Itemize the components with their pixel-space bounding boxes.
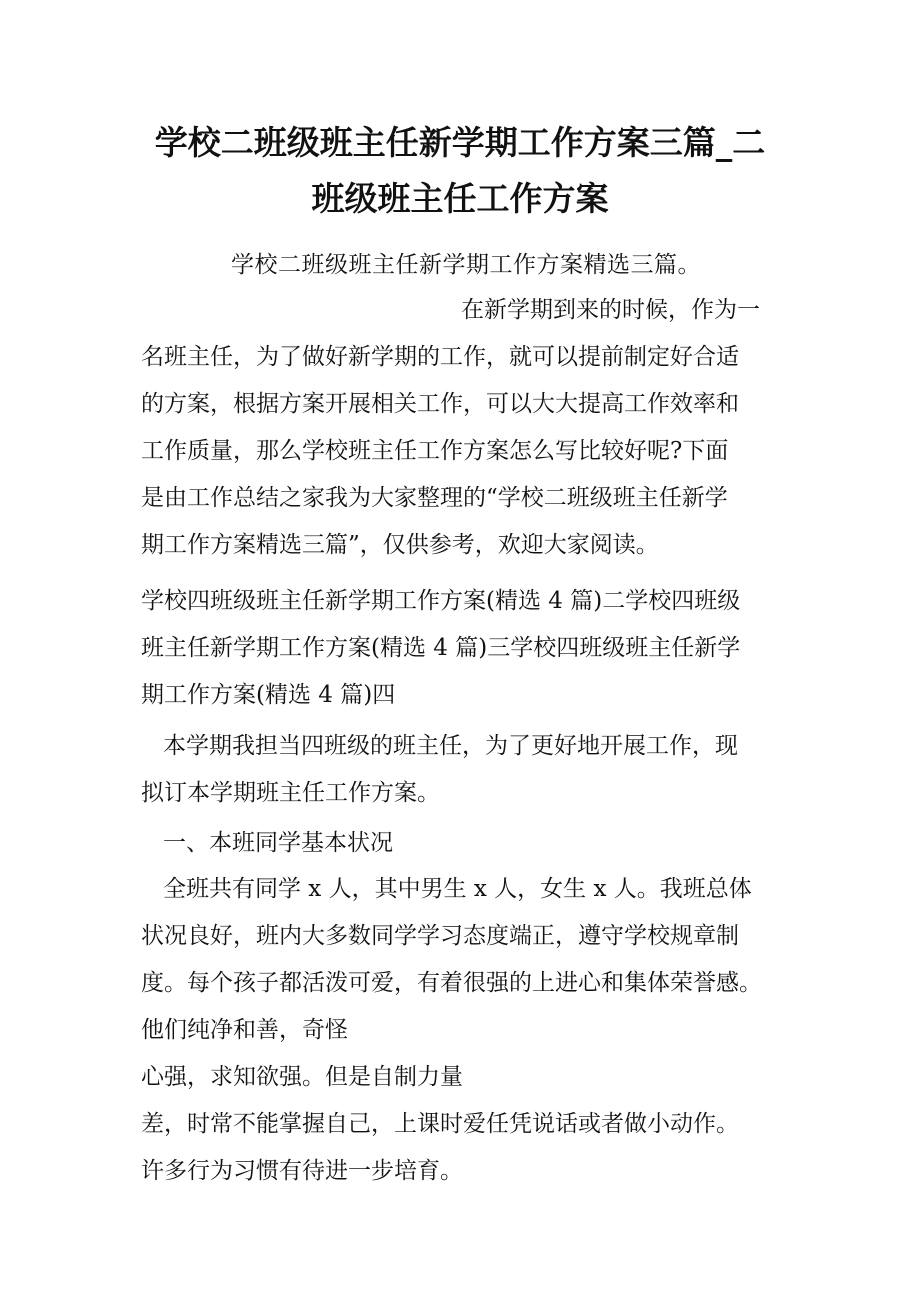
body-line: 度。每个孩子都活泼可爱，有着很强的上进心和集体荣誉感。 xyxy=(141,970,762,996)
intro-line: 是由工作总结之家我为大家整理的“学校二班级班主任新学 xyxy=(141,485,728,511)
related-articles xyxy=(141,578,791,719)
title-line-1: 学校二班级班主任新学期工作方案三篇_二 xyxy=(154,123,766,162)
body-line: 全班共有同学 x 人，其中男生 x 人，女生 x 人。我班总体 xyxy=(163,876,752,902)
body-line: 本学期我担当四班级的班主任，为了更好地开展工作，现 xyxy=(163,733,738,759)
related-line: 班主任新学期工作方案(精选 4 篇)三学校四班级班主任新学 xyxy=(141,635,741,661)
body-line: 许多行为习惯有待进一步培育。 xyxy=(141,1158,463,1184)
body-paragraph-1 xyxy=(141,723,791,817)
body-line: 差，时常不能掌握自己，上课时爱任凭说话或者做小动作。 xyxy=(141,1111,739,1137)
body-line-part-a: 他们纯净和善，奇怪 xyxy=(141,1017,348,1043)
intro-paragraph xyxy=(141,287,791,569)
body-line-part-b: 心强，求知欲强。但是自制力量 xyxy=(141,1064,463,1090)
intro-line: 的方案，根据方案开展相关工作，可以大大提高工作效率和 xyxy=(141,391,739,417)
body-line: 拟订本学期班主任工作方案。 xyxy=(141,780,440,806)
subtitle: 学校二班级班主任新学期工作方案精选三篇。 xyxy=(231,252,701,278)
body-line-split xyxy=(141,1007,791,1101)
intro-line: 期工作方案精选三篇”，仅供参考，欢迎大家阅读。 xyxy=(141,532,659,558)
section-heading xyxy=(141,820,791,867)
related-line: 学校四班级班主任新学期工作方案(精选 4 篇)二学校四班级 xyxy=(141,588,741,614)
body-paragraph-2 xyxy=(141,866,791,1195)
document-title xyxy=(110,115,810,227)
heading-text: 一、本班同学基本状况 xyxy=(163,830,393,856)
body-line: 状况良好，班内大多数同学学习态度端正，遵守学校规章制 xyxy=(141,923,739,949)
intro-line: 在新学期到来的时候，作为一 xyxy=(461,297,760,323)
intro-line: 工作质量，那么学校班主任工作方案怎么写比较好呢?下面 xyxy=(141,438,729,464)
title-line-2: 班级班主任工作方案 xyxy=(311,179,609,218)
intro-line: 名班主任，为了做好新学期的工作，就可以提前制定好合适 xyxy=(141,344,739,370)
related-line: 期工作方案(精选 4 篇)四 xyxy=(141,682,396,708)
